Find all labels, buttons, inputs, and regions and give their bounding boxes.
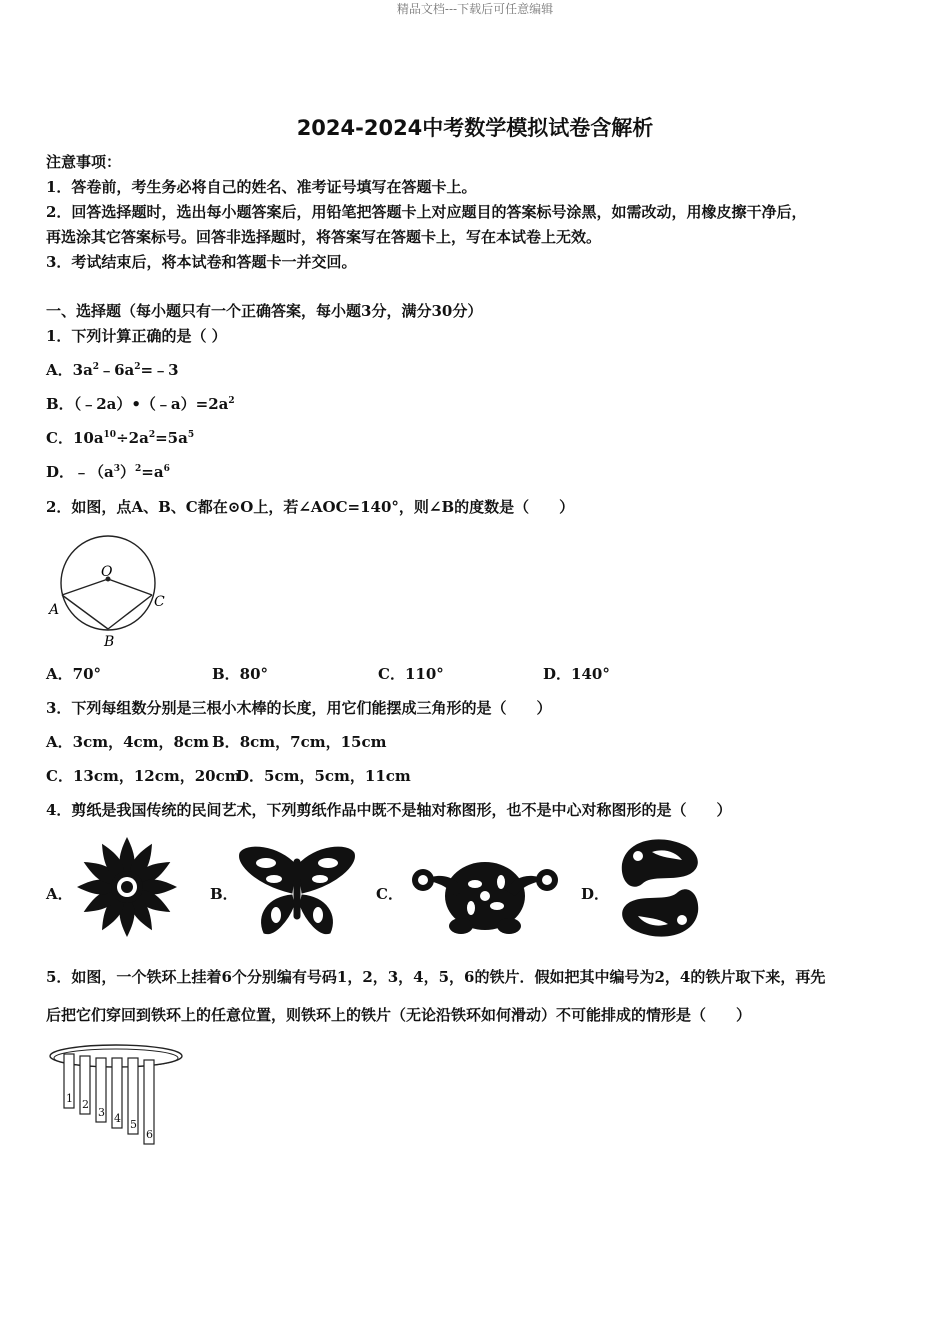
expr-part: ﹣（a <box>74 463 114 481</box>
section-heading: 一、选择题（每小题只有一个正确答案，每小题3分，满分30分） <box>46 302 483 320</box>
label-b: B <box>104 634 115 650</box>
q5-stem-line1: 5．如图，一个铁环上挂着6个分别编有号码1，2，3，4，5，6的铁片．假如把其中编号为2，4的铁片取下来，再先 <box>46 968 826 986</box>
option-text: 8cm，7cm，15cm <box>239 733 387 751</box>
q4-option-a: A． <box>46 885 73 903</box>
papercut-floral-scroll-image <box>405 850 565 942</box>
q2-option-b: B．80° <box>212 665 269 683</box>
option-label: A． <box>46 733 73 751</box>
circle-figure <box>44 532 174 650</box>
page-title: 2024-2024中考数学模拟试卷含解析 <box>296 116 654 140</box>
q2-option-a: A．70° <box>46 665 102 683</box>
exponent: 2 <box>92 362 100 372</box>
option-label: C． <box>46 767 73 785</box>
option-text: 5cm，5cm，11cm <box>264 767 411 785</box>
option-label: A． <box>46 361 73 379</box>
q1-option-c <box>46 429 194 447</box>
exponent: 10 <box>103 430 117 440</box>
exponent: 2 <box>148 430 156 440</box>
q1-option-b <box>46 395 235 413</box>
expr-part: =﹣3 <box>140 361 179 379</box>
q1-option-a <box>46 361 179 379</box>
exponent: 2 <box>134 362 141 372</box>
option-text: 13cm，12cm，20cm <box>72 767 241 785</box>
option-label: C． <box>46 429 73 447</box>
q3-option-a <box>46 733 209 751</box>
q5-stem-line2: 后把它们穿回到铁环上的任意位置，则铁环上的铁片（无论沿铁环如何滑动）不可能排成的情形是（ ） <box>46 1006 752 1024</box>
notice-item-2-cont: 再选涂其它答案标号。回答非选择题时，将答案写在答题卡上，写在本试卷上无效。 <box>46 228 602 246</box>
papercut-butterfly-image <box>238 845 356 940</box>
tag-2: 2 <box>82 1098 89 1111</box>
notice-item-3: 3．考试结束后，将本试卷和答题卡一并交回。 <box>46 253 357 271</box>
q4-option-d: D． <box>581 885 610 903</box>
papercut-flower-image <box>72 832 182 942</box>
expr-part: 3a <box>72 361 93 379</box>
q3-stem: 3．下列每组数分别是三根小木棒的长度，用它们能摆成三角形的是（ ） <box>46 699 552 717</box>
q3-option-c <box>46 767 241 785</box>
expr-part: =a <box>141 463 164 481</box>
exponent: 3 <box>113 464 121 474</box>
option-label: B． <box>46 395 74 413</box>
expr-part: （﹣2a）•（﹣a）=2a <box>73 395 229 413</box>
q3-option-d <box>236 767 411 785</box>
label-a: A <box>49 602 60 618</box>
q1-stem: 1．下列计算正确的是（ ） <box>46 327 227 345</box>
tag-3: 3 <box>98 1106 105 1119</box>
tag-6: 6 <box>146 1128 153 1141</box>
q4-option-c: C． <box>376 885 403 903</box>
option-text: 3cm，4cm，8cm <box>72 733 209 751</box>
exponent: 2 <box>135 464 142 474</box>
q2-stem: 2．如图，点A、B、C都在⊙O上，若∠AOC=140°，则∠B的度数是（ ） <box>46 498 575 516</box>
papercut-fish-image <box>612 834 708 942</box>
exponent: 6 <box>163 464 170 474</box>
option-label: D． <box>236 767 265 785</box>
option-label: B． <box>212 733 240 751</box>
option-label: D． <box>46 463 75 481</box>
label-c: C <box>154 594 165 610</box>
q4-stem: 4．剪纸是我国传统的民间艺术，下列剪纸作品中既不是轴对称图形，也不是中心对称图形的是（ ） <box>46 801 732 819</box>
expr-part: ） <box>120 463 136 481</box>
q2-option-c: C．110° <box>378 665 444 683</box>
notice-item-1: 1．答卷前，考生务必将自己的姓名、准考证号填写在答题卡上。 <box>46 178 477 196</box>
tag-1: 1 <box>66 1092 73 1105</box>
tag-4: 4 <box>114 1112 121 1125</box>
q1-option-d <box>46 463 170 481</box>
notice-item-2: 2．回答选择题时，选出每小题答案后，用铅笔把答题卡上对应题目的答案标号涂黑，如需改动，用橡皮擦干净后， <box>46 203 807 221</box>
q3-option-b <box>212 733 386 751</box>
notice-heading: 注意事项： <box>46 153 122 171</box>
tag-5: 5 <box>130 1118 137 1131</box>
expr-part: 10a <box>72 429 104 447</box>
exponent: 5 <box>187 430 195 440</box>
exponent: 2 <box>228 396 235 406</box>
expr-part: =5a <box>155 429 188 447</box>
iron-ring-figure <box>46 1040 188 1150</box>
expr-part: ﹣6a <box>99 361 135 379</box>
q2-option-d: D．140° <box>543 665 610 683</box>
page-header: 精品文档---下载后可任意编辑 <box>396 2 554 16</box>
q4-option-b: B． <box>210 885 238 903</box>
expr-part: ÷2a <box>116 429 149 447</box>
label-o: O <box>101 564 113 580</box>
